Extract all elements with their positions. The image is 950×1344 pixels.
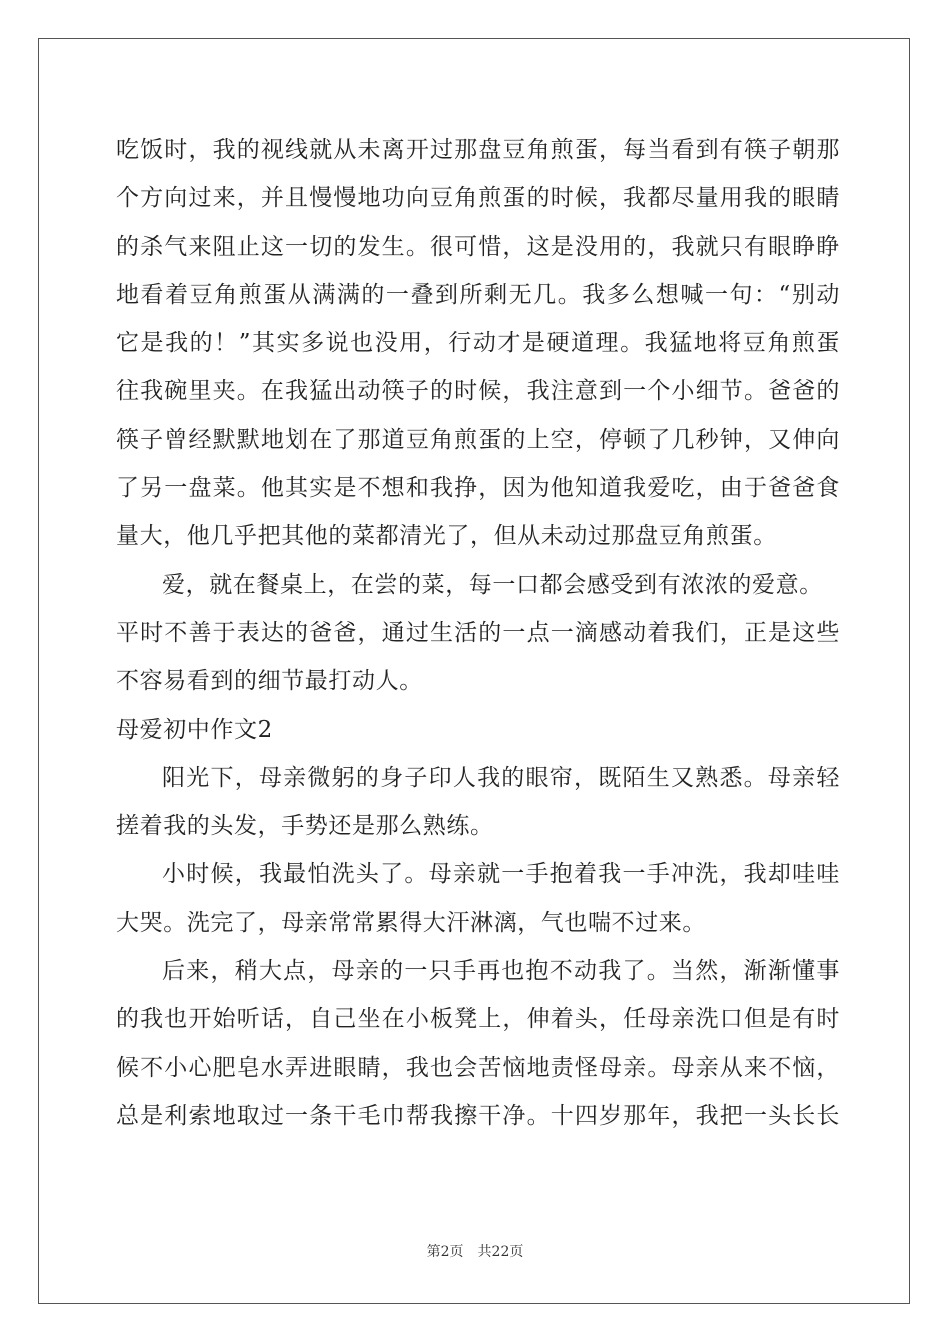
document-body [116,126,840,1140]
text-line: 爱，就在餐桌上，在尝的菜，每一口都会感受到有浓浓的爱意。 [162,571,823,598]
paragraph [116,754,840,851]
text-line: 往我碗里夹。在我猛出动筷子的时候，我注意到一个小细节。爸爸的 [116,378,840,405]
paragraph [116,561,840,706]
page-footer [0,1241,950,1261]
text-line: 大哭。洗完了，母亲常常累得大汗淋漓，气也喘不过来。 [116,909,706,936]
paragraph [116,126,840,561]
text-line: 平时不善于表达的爸爸，通过生活的一点一滴感动着我们，正是这些 [116,619,840,646]
text-line: 的杀气来阻止这一切的发生。很可惜，这是没用的，我就只有眼睁睁 [116,233,840,260]
text-line: 地看着豆角煎蛋从满满的一叠到所剩无几。我多么想喊一句：“别动 [116,281,840,308]
text-line: 后来，稍大点，母亲的一只手再也抱不动我了。当然，渐渐懂事 [162,958,840,985]
text-line: 阳光下，母亲微躬的身子印人我的眼帘，既陌生又熟悉。母亲轻 [162,764,840,791]
paragraph [116,850,840,947]
text-line: 筷子曾经默默地划在了那道豆角煎蛋的上空，停顿了几秒钟，又伸向 [116,426,840,453]
paragraph [116,947,840,1140]
text-line: 候不小心肥皂水弄进眼睛，我也会苦恼地责怪母亲。母亲从来不恼， [116,1054,840,1081]
page-total: 共22页 [477,1244,524,1260]
text-line: 吃饭时，我的视线就从未离开过那盘豆角煎蛋，每当看到有筷子朝那 [116,137,840,163]
text-line: 不容易看到的细节最打动人。 [116,668,423,695]
text-line: 个方向过来，并且慢慢地功向豆角煎蛋的时候，我都尽量用我的眼睛 [116,185,840,212]
text-line: 量大，他几乎把其他的菜都清光了，但从未动过那盘豆角煎蛋。 [116,523,777,550]
text-line: 的我也开始听话，自己坐在小板凳上，伸着头，任母亲洗口但是有时 [116,1006,840,1033]
text-line: 总是利索地取过一条干毛巾帮我擦干净。十四岁那年，我把一头长长 [116,1102,840,1129]
section-heading: 母爱初中作文2 [116,716,273,743]
page-number: 第2页 [426,1244,464,1260]
text-line: 搓着我的头发，手势还是那么熟练。 [116,813,494,840]
text-line: 小时候，我最怕洗头了。母亲就一手抱着我一手冲洗，我却哇哇 [162,861,840,888]
text-line: 了另一盘菜。他其实是不想和我挣，因为他知道我爱吃，由于爸爸食 [116,475,840,502]
text-line: 它是我的！”其实多说也没用，行动才是硬道理。我猛地将豆角煎蛋 [116,330,840,357]
